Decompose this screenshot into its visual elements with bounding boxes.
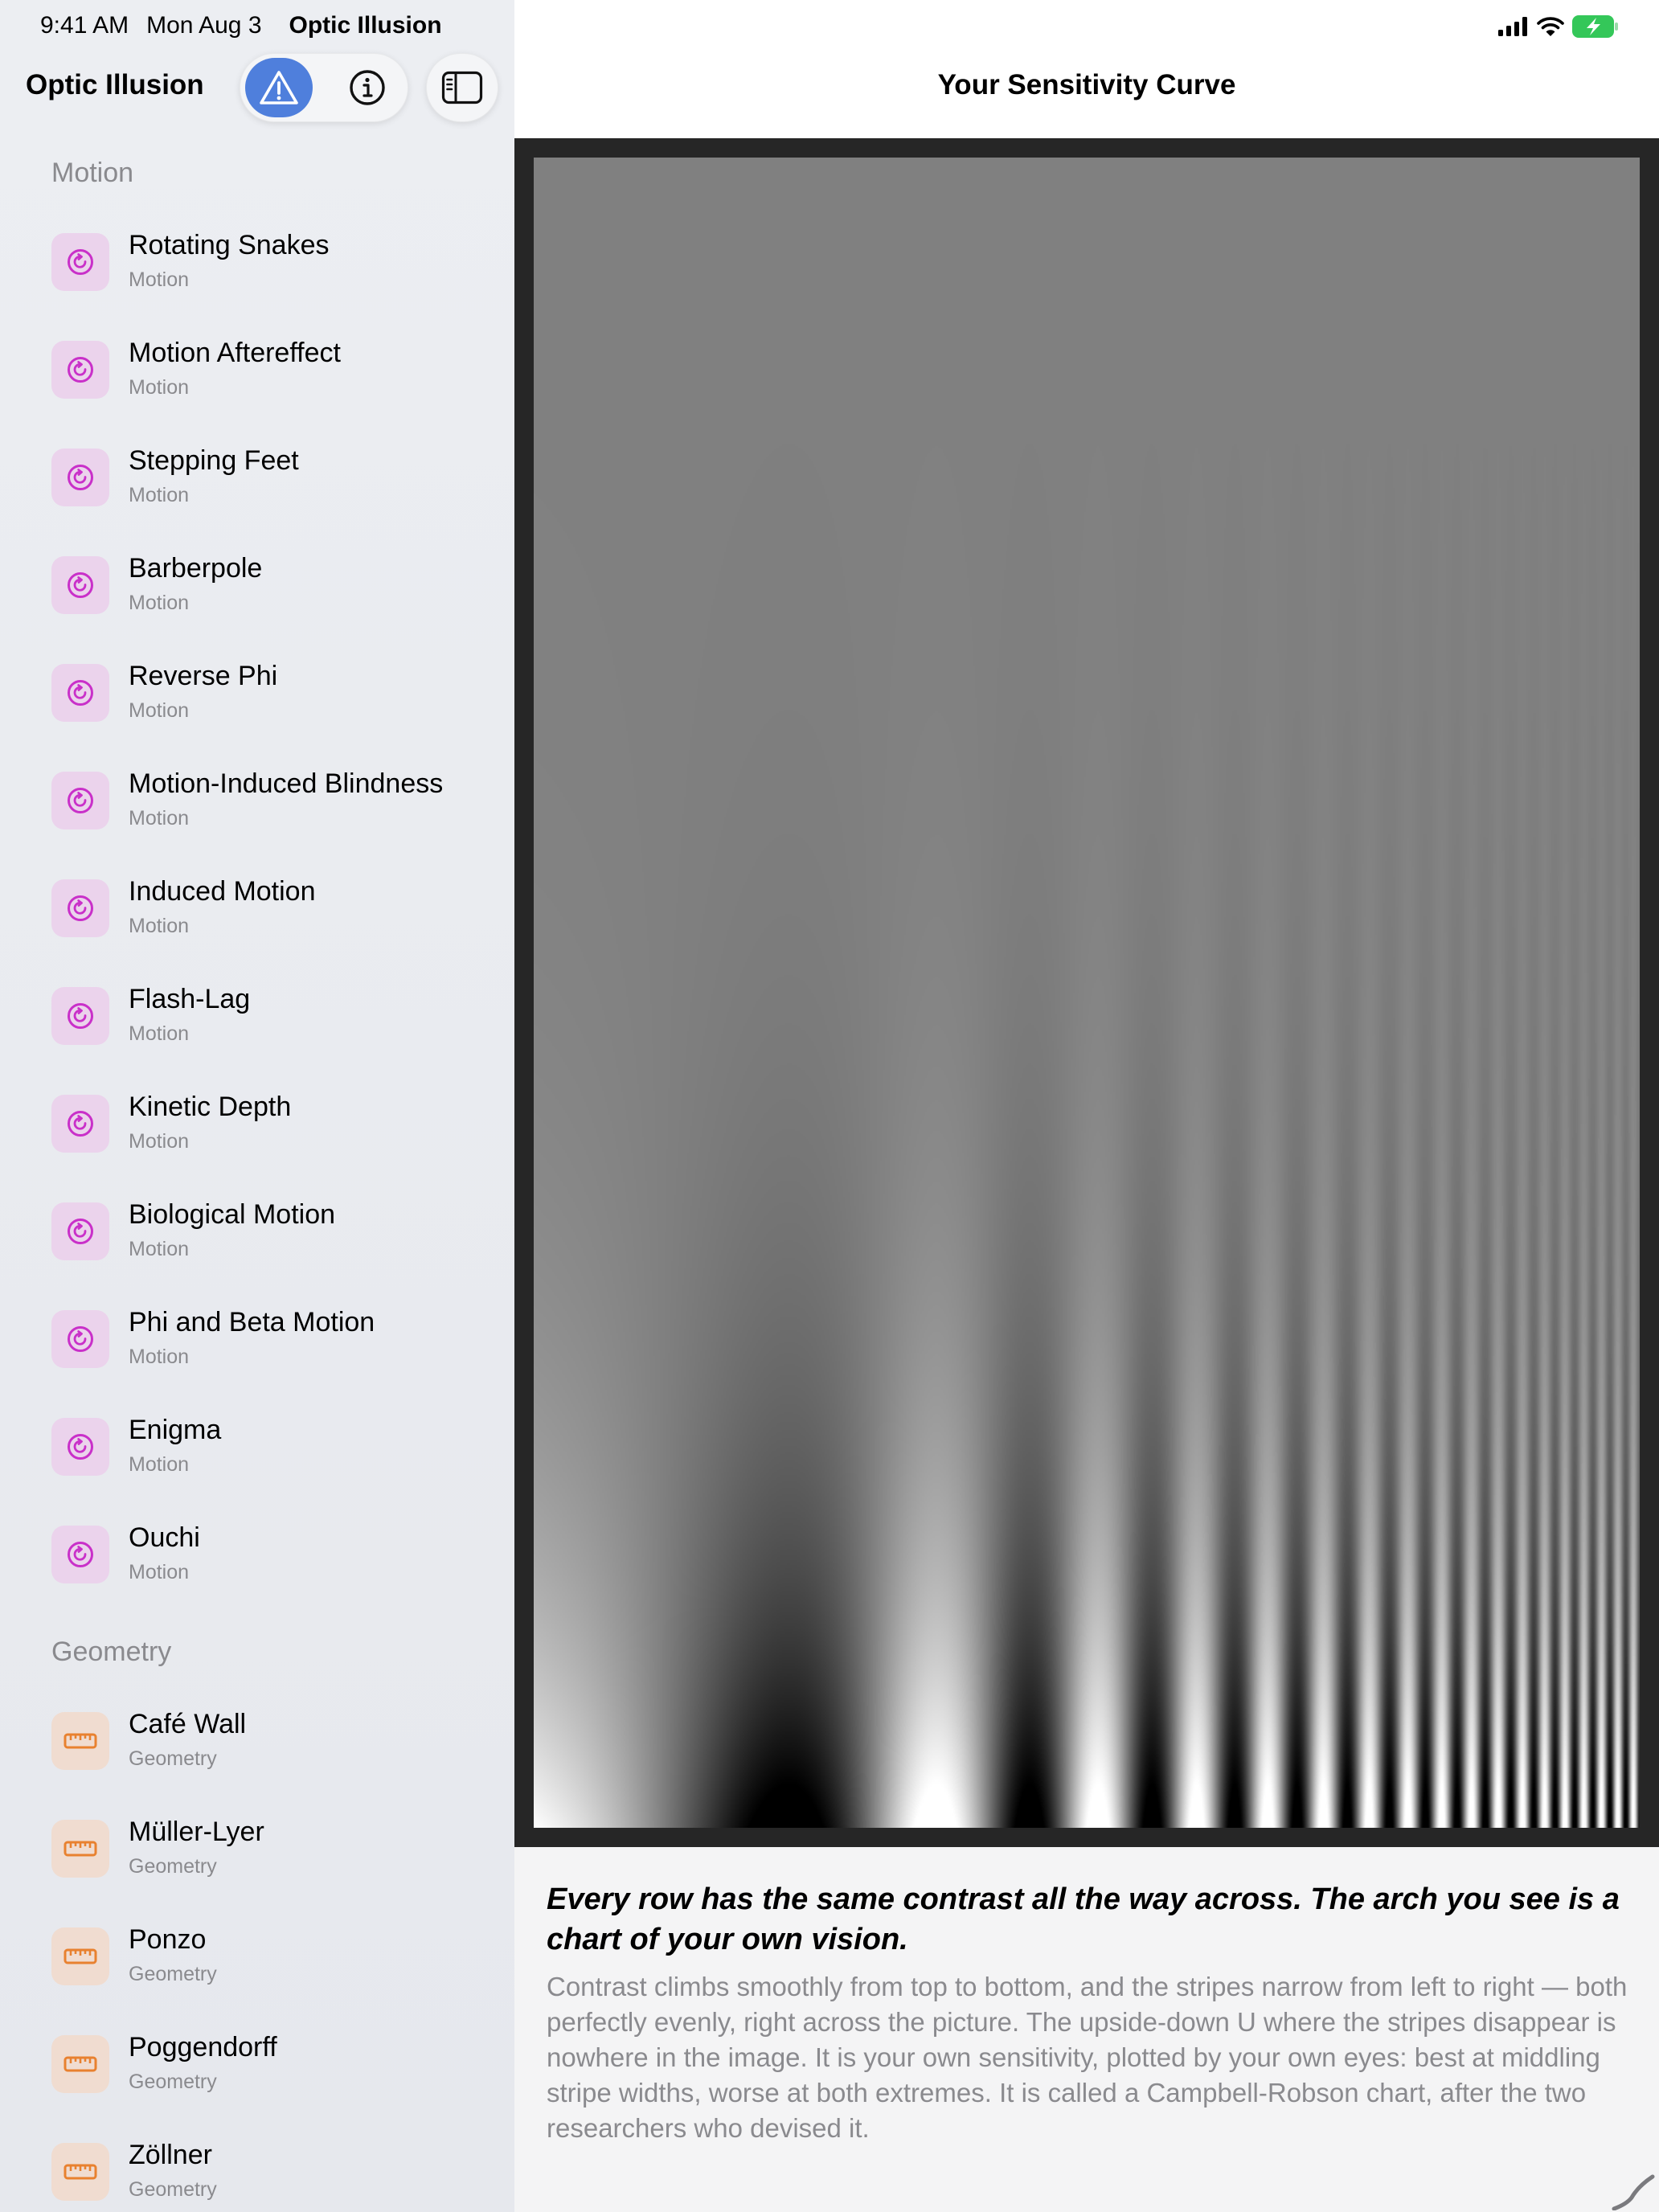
list-item-title: Reverse Phi — [129, 661, 278, 691]
caption-headline: Every row has the same contrast all the way across. The arch you see is a chart of your own vision. — [547, 1882, 1620, 1956]
list-item-subtitle: Motion — [129, 807, 190, 830]
list-item-subtitle: Motion — [129, 1130, 190, 1153]
campbell-robson-chart — [534, 158, 1640, 1828]
list-item-subtitle: Motion — [129, 1453, 190, 1476]
list-item-subtitle: Geometry — [129, 1963, 217, 1985]
caption-body: Contrast climbs smoothly from top to bottom, and the stripes narrow from left to right — both perfectly evenly, right across the picture. The upside-down U where the stripes disappear is nowhere in the image. It is your own sensitivity, plotted by your own eyes: best at middling stripe widths, worse at both extremes. It is called a Campbell-Robson chart, after the two researchers who devised it. — [547, 1972, 1628, 2143]
rotate-icon — [51, 341, 109, 399]
battery-charging-icon — [1572, 15, 1619, 38]
list-item[interactable] — [0, 2009, 514, 2117]
list-item-subtitle: Motion — [129, 915, 190, 937]
list-item[interactable] — [0, 961, 514, 1069]
list-item[interactable] — [0, 1686, 514, 1794]
list-item-subtitle: Motion — [129, 1346, 190, 1368]
rotate-icon — [51, 556, 109, 614]
list-item-title: Müller-Lyer — [129, 1817, 264, 1847]
list-item-title: Biological Motion — [129, 1199, 336, 1230]
sidebar-title: Optic Illusion — [26, 69, 204, 100]
list-item-subtitle: Motion — [129, 1022, 190, 1045]
list-item-title: Zöllner — [129, 2140, 212, 2170]
warning-icon — [259, 69, 299, 106]
rotate-icon — [51, 1095, 109, 1153]
status-bar-left — [40, 11, 442, 40]
list-item-title: Ouchi — [129, 1522, 200, 1553]
list-item-subtitle: Motion — [129, 484, 190, 506]
rotate-icon — [51, 664, 109, 722]
warning-button[interactable] — [245, 58, 313, 117]
sidebar — [0, 0, 514, 2212]
list-item[interactable] — [0, 207, 514, 315]
chart-frame — [514, 138, 1659, 1847]
rotate-icon — [51, 987, 109, 1045]
list-item[interactable] — [0, 315, 514, 423]
detail-title: Your Sensitivity Curve — [937, 69, 1236, 100]
list-item-title: Kinetic Depth — [129, 1092, 292, 1122]
list-item[interactable] — [0, 530, 514, 638]
list-item[interactable] — [0, 854, 514, 961]
ruler-icon — [51, 2143, 109, 2201]
list-item-title: Rotating Snakes — [129, 230, 330, 260]
list-item-subtitle: Motion — [129, 376, 190, 399]
rotate-icon — [51, 1418, 109, 1476]
list-item-title: Flash-Lag — [129, 984, 251, 1014]
list-item[interactable] — [0, 1284, 514, 1392]
list-item-subtitle: Motion — [129, 592, 190, 614]
status-date: Mon Aug 3 — [146, 12, 262, 39]
toolbar-segment — [240, 53, 408, 122]
list-item-subtitle: Geometry — [129, 1747, 217, 1770]
list-item[interactable] — [0, 1500, 514, 1608]
ruler-icon — [51, 2035, 109, 2093]
detail-pane — [514, 0, 1659, 2212]
grating-canvas — [534, 158, 1640, 1828]
list-item-subtitle: Motion — [129, 1238, 190, 1260]
list-item-title: Motion-Induced Blindness — [129, 768, 444, 799]
list-item[interactable] — [0, 1902, 514, 2009]
ruler-icon — [51, 1712, 109, 1770]
sidebar-icon — [441, 71, 483, 104]
status-bar-right — [1498, 13, 1619, 40]
rotate-icon — [51, 879, 109, 937]
list-item-subtitle: Geometry — [129, 1855, 217, 1878]
list-item-subtitle: Geometry — [129, 2178, 217, 2201]
list-item-title: Enigma — [129, 1415, 222, 1445]
list-item-title: Motion Aftereffect — [129, 338, 341, 368]
sidebar-toggle-button[interactable] — [426, 53, 498, 122]
list-item[interactable] — [0, 1392, 514, 1500]
list-item[interactable] — [0, 423, 514, 530]
list-item-title: Café Wall — [129, 1709, 247, 1739]
status-app-name: Optic Illusion — [289, 12, 442, 39]
caption-area — [514, 1847, 1659, 2212]
list-item-title: Phi and Beta Motion — [129, 1307, 375, 1337]
info-button[interactable] — [334, 58, 401, 117]
list-item-subtitle: Geometry — [129, 2071, 217, 2093]
rotate-icon — [51, 233, 109, 291]
list-item[interactable] — [0, 746, 514, 854]
rotate-icon — [51, 772, 109, 830]
list-item-subtitle: Motion — [129, 268, 190, 291]
list-item-title: Induced Motion — [129, 876, 316, 907]
wifi-icon — [1537, 16, 1564, 37]
list-item[interactable] — [0, 1794, 514, 1902]
ruler-icon — [51, 1820, 109, 1878]
list-item-subtitle: Motion — [129, 1561, 190, 1583]
list-item-title: Barberpole — [129, 553, 263, 584]
list-item-title: Ponzo — [129, 1924, 207, 1955]
resize-handle-icon[interactable] — [1608, 2162, 1656, 2210]
list-item[interactable] — [0, 1069, 514, 1177]
rotate-icon — [51, 1310, 109, 1368]
list-item-title: Poggendorff — [129, 2032, 277, 2062]
list-item-subtitle: Motion — [129, 699, 190, 722]
section-header-geometry: Geometry — [51, 1636, 172, 1667]
rotate-icon — [51, 1202, 109, 1260]
rotate-icon — [51, 1526, 109, 1583]
list-item[interactable] — [0, 2117, 514, 2212]
list-item[interactable] — [0, 638, 514, 746]
info-icon — [349, 69, 386, 106]
list-item-title: Stepping Feet — [129, 445, 299, 476]
status-time: 9:41 AM — [40, 12, 129, 39]
rotate-icon — [51, 449, 109, 506]
ruler-icon — [51, 1927, 109, 1985]
section-header-motion: Motion — [51, 158, 134, 188]
list-item[interactable] — [0, 1177, 514, 1284]
cellular-signal-icon — [1498, 17, 1529, 36]
